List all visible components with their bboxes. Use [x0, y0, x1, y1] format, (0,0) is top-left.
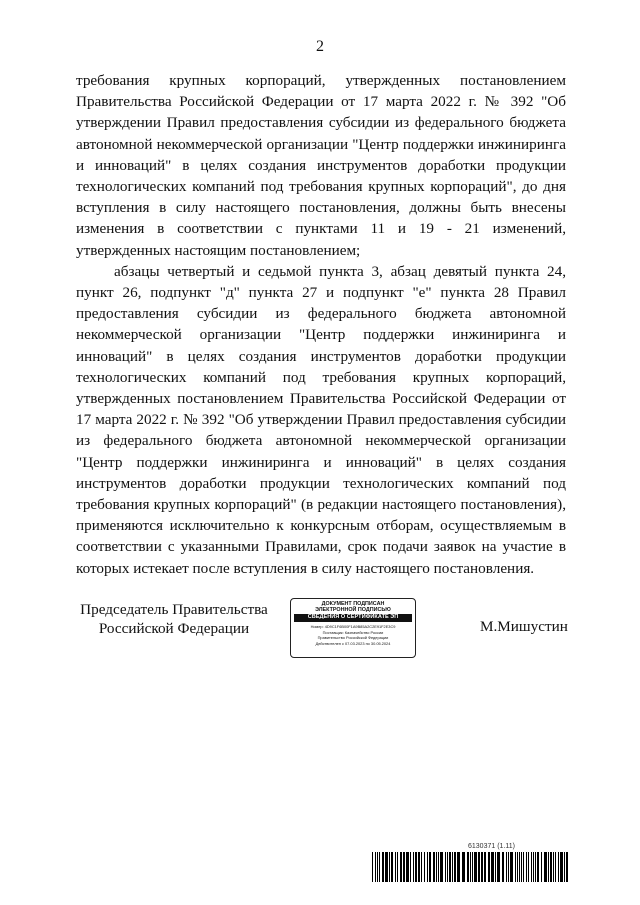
- barcode-bar: [481, 852, 483, 882]
- barcode-bar: [382, 852, 384, 882]
- barcode-bar: [427, 852, 428, 882]
- barcode-bar: [395, 852, 396, 882]
- page-number: 2: [316, 38, 324, 55]
- barcode-bar: [535, 852, 536, 882]
- signer-title-line-2: Российской Федерации: [98, 620, 250, 637]
- barcode-bar: [541, 852, 542, 882]
- barcode-bar: [510, 852, 513, 882]
- barcode-bar: [379, 852, 380, 882]
- barcode-bar: [424, 852, 425, 882]
- barcode-bar: [517, 852, 518, 882]
- barcode-bar: [457, 852, 460, 882]
- stamp-owner: Правительство Российской Федерации: [317, 635, 389, 641]
- barcode-bar: [521, 852, 522, 882]
- signer-title: [78, 600, 270, 638]
- barcode-bar: [553, 852, 554, 882]
- barcode-bar: [440, 852, 443, 882]
- stamp-line-2: ЭЛЕКТРОННОЙ ПОДПИСЬЮ: [315, 607, 391, 614]
- paragraph-1: требования крупных корпораций, утвержденных постановлением Правительства Российской Федерации от 17 марта 2022 г. № 392 "Об утверждении Правил предоставления субсидии из федерального бюджета автономной некоммерческой организации "Центр поддержки инжиниринга и инноваций" в целях создания инструментов доработки продукции технологических компаний под требования крупных корпораций", до дня вступления в силу настоящего постановления, должны быть внесены изменения в соответствии с пунктами 11 и 19 - 21 изменений, утвержденных настоящим постановлением;: [76, 72, 566, 259]
- barcode-bar: [418, 852, 420, 882]
- barcode-bar: [488, 852, 490, 882]
- barcode-bar: [495, 852, 496, 882]
- barcode-bar: [410, 852, 411, 882]
- barcode-bar: [415, 852, 417, 882]
- barcode-bar: [385, 852, 388, 882]
- barcode-bar: [508, 852, 509, 882]
- barcode-bar: [433, 852, 435, 882]
- barcode-bar: [449, 852, 451, 882]
- barcode-bar: [478, 852, 480, 882]
- signer-title-line-1: Председатель Правительства: [80, 601, 268, 618]
- stamp-serial: Номер: 4D9C1F6B00F1A9B85A2C2E91F2E3C9: [310, 623, 396, 629]
- barcode-bar: [564, 852, 565, 882]
- stamp-issuer: Поставщик: Казначейство России: [322, 629, 384, 635]
- signer-name: М.Мишустин: [480, 618, 568, 635]
- barcode-bar: [523, 852, 524, 882]
- barcode-bar: [560, 852, 563, 882]
- barcode-bar: [555, 852, 556, 882]
- barcode-bar: [548, 852, 549, 882]
- barcode-bar: [537, 852, 539, 882]
- barcode-bar: [497, 852, 500, 882]
- barcode-bar: [550, 852, 552, 882]
- barcode-bar: [421, 852, 422, 882]
- barcode-bar: [544, 852, 547, 882]
- barcode-bar: [436, 852, 437, 882]
- barcode-bar: [413, 852, 414, 882]
- barcode-bar: [515, 852, 516, 882]
- barcode-bar: [491, 852, 494, 882]
- document-body: [76, 70, 566, 579]
- barcode-bar: [372, 852, 373, 882]
- barcode-bar: [454, 852, 456, 882]
- barcode-bar: [558, 852, 559, 882]
- paragraph-2: абзацы четвертый и седьмой пункта 3, абзац девятый пункта 24, пункт 26, подпункт "д" пункта 27 и подпункт "е" пункта 28 Правил предоставления субсидии из федерального бюджета автономной некоммерческой организации "Центр поддержки инжиниринга и инноваций" в целях создания инструментов доработки продукции технологических компаний под требования крупных корпораций, утвержденных постановлением Правительства Российской Федерации от 17 марта 2022 г. № 392 "Об утверждении Правил предоставления субсидии из федерального бюджета автономной некоммерческой организации "Центр поддержки инжиниринга и инноваций" в целях создания инструментов доработки продукции технологических компаний под требования крупных корпораций" (в редакции настоящего постановления), применяются исключительно к конкурсным отборам, осуществляемым в соответствии с указанными Правилами, срок подачи заявок на участие в которых истекает после вступления в силу настоящего постановления.: [76, 262, 566, 577]
- barcode-bar: [467, 852, 469, 882]
- barcode-bar: [526, 852, 527, 882]
- barcode-bar: [391, 852, 393, 882]
- barcode-bar: [474, 852, 477, 882]
- barcode-bar: [375, 852, 376, 882]
- signature-block: [0, 598, 640, 668]
- barcode-bar: [452, 852, 453, 882]
- stamp-line-1: ДОКУМЕНТ ПОДПИСАН: [321, 601, 385, 607]
- barcode-bar: [403, 852, 405, 882]
- barcode-bar: [445, 852, 446, 882]
- barcode-bar: [400, 852, 402, 882]
- barcode-bar: [470, 852, 471, 882]
- barcode-bar: [462, 852, 465, 882]
- barcode-bar: [533, 852, 534, 882]
- barcode-bar: [531, 852, 532, 882]
- barcode-bar: [472, 852, 473, 882]
- barcode-bar: [406, 852, 409, 882]
- barcode-bar: [519, 852, 520, 882]
- barcode-bar: [484, 852, 486, 882]
- barcode-bar: [429, 852, 431, 882]
- barcode-bar: [502, 852, 504, 882]
- stamp-validity: Действителен с 07.03.2023 по 30.05.2024: [315, 641, 391, 647]
- barcode-bar: [397, 852, 398, 882]
- barcode-bar: [506, 852, 507, 882]
- electronic-signature-stamp: [290, 598, 416, 658]
- barcode-bar: [566, 852, 568, 882]
- barcode-bar: [377, 852, 378, 882]
- barcode-bar: [389, 852, 390, 882]
- document-code: 6130371 (1.11): [468, 843, 515, 850]
- barcode-bar: [528, 852, 529, 882]
- stamp-certificate-bar: СВЕДЕНИЯ О СЕРТИФИКАТЕ ЭП: [294, 614, 412, 622]
- barcode: [372, 852, 568, 882]
- barcode-bar: [438, 852, 439, 882]
- barcode-bar: [447, 852, 448, 882]
